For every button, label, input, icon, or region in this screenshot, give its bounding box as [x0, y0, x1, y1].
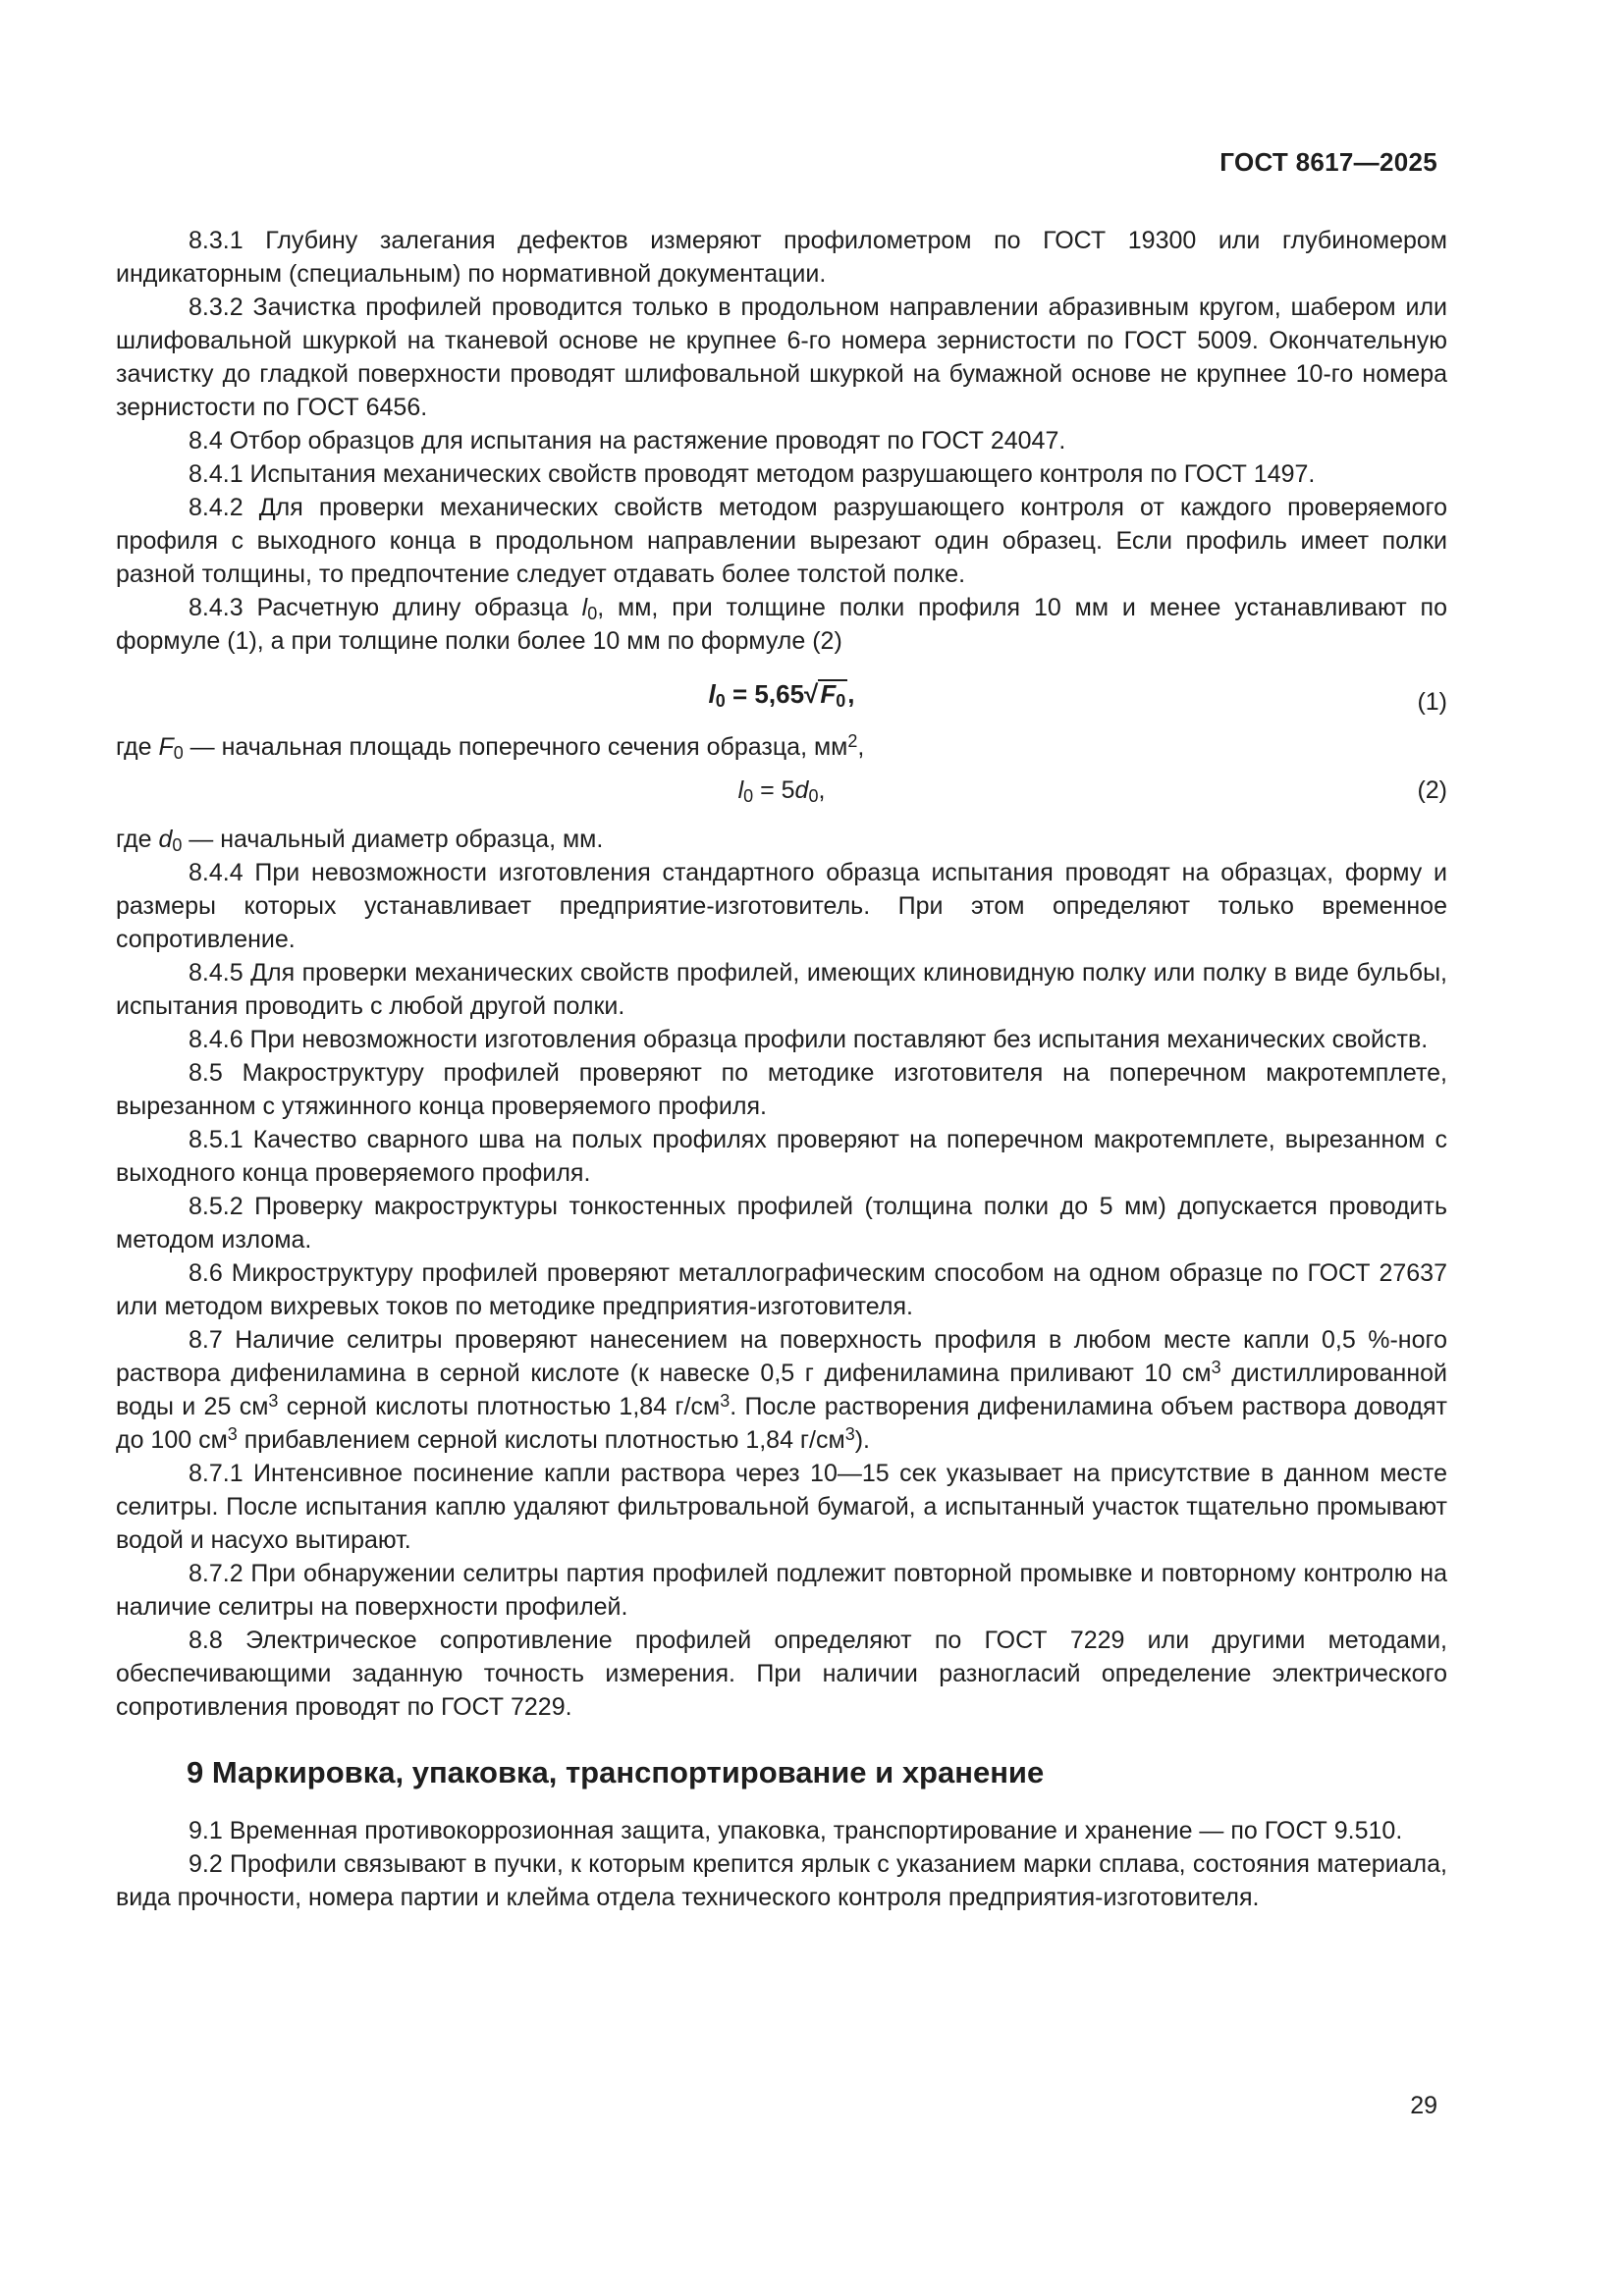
- paragraph-8-7-1: 8.7.1 Интенсивное посинение капли раствора через 10—15 сек указывает на присутствие в данном месте селитры. После испытания каплю удаляют фильтровальной бумагой, а испытанный участок тщательно промывают водой и насухо вытирают.: [116, 1460, 1447, 1554]
- subscript-0: 0: [715, 691, 726, 711]
- text-run: 8.4.3 Расчетную длину образца: [189, 594, 582, 621]
- subscript-0: 0: [587, 604, 598, 623]
- formula-2-expression: [116, 774, 1447, 807]
- symbol-l: l: [581, 594, 588, 621]
- symbol-d: d: [794, 776, 809, 804]
- superscript-3: 3: [720, 1391, 731, 1411]
- standard-header: ГОСТ 8617—2025: [1219, 147, 1437, 177]
- text-run: — начальный диаметр образца, мм.: [182, 826, 604, 853]
- paragraph-8-7-2: 8.7.2 При обнаружении селитры партия профилей подлежит повторной промывке и повторному контролю на наличие селитры на поверхности профилей.: [116, 1560, 1447, 1621]
- formula-2: [116, 768, 1447, 817]
- text-run: , мм, при толщине полки профиля 10 мм и менее устанавливают по формуле (1), а при толщине полки более 10 мм по формуле (2): [116, 594, 1448, 655]
- formula-1-expression: [116, 677, 1447, 711]
- paragraph-8-4-2: 8.4.2 Для проверки механических свойств методом разрушающего контроля от каждого проверяемого профиля с выходного конца в продольном направлении вырезают один образец. Если профиль имеет полки разной толщины, то предпочтение следует отдавать более толстой полке.: [116, 494, 1447, 588]
- formula-1-lhs: = 5,65: [732, 679, 805, 709]
- paragraph-8-5-1: 8.5.1 Качество сварного шва на полых профилях проверяют на поперечном макротемплете, вырезанном с выходного конца проверяемого профиля.: [116, 1126, 1447, 1187]
- text-run: прибавлением серной кислоты плотностью 1,84 г/см: [237, 1426, 845, 1454]
- sqrt-sign-icon: √: [804, 679, 819, 709]
- superscript-3: 3: [227, 1424, 238, 1444]
- paragraph-8-4-4: 8.4.4 При невозможности изготовления стандартного образца испытания проводят на образцах, форму и размеры которых устанавливает предприятие-изготовитель. При этом определяют только временное сопротивление.: [116, 859, 1447, 953]
- subscript-0: 0: [173, 743, 184, 763]
- paragraph-8-5: 8.5 Макроструктуру профилей проверяют по методике изготовителя на поперечном макротемплете, вырезанном с утяжинного конца проверяемого профиля.: [116, 1059, 1447, 1120]
- text-run: ).: [854, 1426, 870, 1454]
- paragraph-8-4-6: 8.4.6 При невозможности изготовления образца профили поставляют без испытания механических свойств.: [189, 1026, 1429, 1053]
- paragraph-8-8: 8.8 Электрическое сопротивление профилей определяют по ГОСТ 7229 или другими методами, обеспечивающими заданную точность измерения. При наличии разногласий определение электрического сопротивления проводят по ГОСТ 7229.: [116, 1627, 1447, 1721]
- subscript-0: 0: [743, 786, 754, 806]
- paragraph-9-2: 9.2 Профили связывают в пучки, к которым крепится ярлык с указанием марки сплава, состояния материала, вида прочности, номера партии и клейма отдела технического контроля предприятия-изготовителя.: [116, 1850, 1447, 1911]
- text-run: где: [116, 826, 159, 853]
- paragraph-8-4-5: 8.4.5 Для проверки механических свойств профилей, имеющих клиновидную полку или полку в виде бульбы, испытания проводить с любой другой полки.: [116, 959, 1447, 1020]
- paragraph-8-5-2: 8.5.2 Проверку макроструктуры тонкостенных профилей (толщина полки до 5 мм) допускается проводить методом излома.: [116, 1193, 1447, 1254]
- section-9-heading: 9 Маркировка, упаковка, транспортирование и хранение: [187, 1755, 1045, 1789]
- paragraph-8-3-1: 8.3.1 Глубину залегания дефектов измеряют профилометром по ГОСТ 19300 или глубиномером индикаторным (специальным) по нормативной документации.: [116, 227, 1447, 288]
- formula-1-tail: ,: [847, 679, 855, 709]
- paragraph-8-3-2: 8.3.2 Зачистка профилей проводится только в продольном направлении абразивным кругом, шабером или шлифовальной шкуркой на тканевой основе не крупнее 6-го номера зернистости по ГОСТ 5009. Окончательную зачистку до гладкой поверхности проводят шлифовальной шкуркой на бумажной основе не крупнее 10-го номера зернистости по ГОСТ 6456.: [116, 294, 1447, 421]
- text-run: где: [116, 733, 159, 761]
- subscript-0: 0: [172, 835, 183, 855]
- subscript-0: 0: [808, 786, 819, 806]
- formula-1: [116, 667, 1447, 722]
- superscript-3: 3: [1211, 1358, 1221, 1377]
- equation-number-2: (2): [1417, 776, 1447, 804]
- subscript-0: 0: [836, 691, 846, 711]
- paragraph-8-4-3: [116, 591, 1447, 658]
- symbol-F: F: [820, 679, 837, 709]
- symbol-l: l: [737, 776, 744, 804]
- equation-number-1: (1): [1417, 688, 1447, 716]
- text-run: 8.7 Наличие селитры проверяют нанесением на поверхность профиля в любом месте капли 0,5 %-ного раствора дифениламина в серной кислоте (к навеске 0,5 г дифениламина приливают 10 см: [116, 1326, 1447, 1387]
- page-number: 29: [1410, 2092, 1437, 2119]
- sqrt-radicand: [818, 679, 847, 711]
- superscript-2: 2: [847, 731, 858, 751]
- text-run: . После растворения дифениламина объем раствора доводят до 100 см: [116, 1393, 1447, 1454]
- symbol-d: d: [158, 826, 173, 853]
- text-run: дистиллированной воды и 25 см: [116, 1360, 1447, 1420]
- paragraph-9-1: 9.1 Временная противокоррозионная защита, упаковка, транспортирование и хранение — по ГОСТ 9.510.: [189, 1817, 1403, 1844]
- text-run: серной кислоты плотностью 1,84 г/см: [278, 1393, 721, 1420]
- superscript-3: 3: [268, 1391, 279, 1411]
- text-run: — начальная площадь поперечного сечения образца, мм: [183, 733, 848, 761]
- formula-2-tail: ,: [818, 776, 826, 804]
- paragraph-8-7: [116, 1323, 1447, 1457]
- where-clause-1: где $F_0$ — начальная площадь поперечного сечения образца, $мм^2$,: [116, 731, 865, 763]
- paragraph-8-4: 8.4 Отбор образцов для испытания на растяжение проводят по ГОСТ 24047.: [189, 427, 1066, 454]
- formula-2-rhs: = 5: [760, 776, 795, 804]
- symbol-F: F: [158, 733, 174, 761]
- symbol-l: l: [708, 679, 716, 709]
- paragraph-8-6: 8.6 Микроструктуру профилей проверяют металлографическим способом на одном образце по ГОСТ 27637 или методом вихревых токов по методике предприятия-изготовителя.: [116, 1259, 1447, 1320]
- document-body: [116, 224, 1447, 1914]
- superscript-3: 3: [844, 1424, 855, 1444]
- paragraph-8-4-1: 8.4.1 Испытания механических свойств проводят методом разрушающего контроля по ГОСТ 1497.: [189, 460, 1316, 488]
- where-clause-2: [116, 823, 1447, 856]
